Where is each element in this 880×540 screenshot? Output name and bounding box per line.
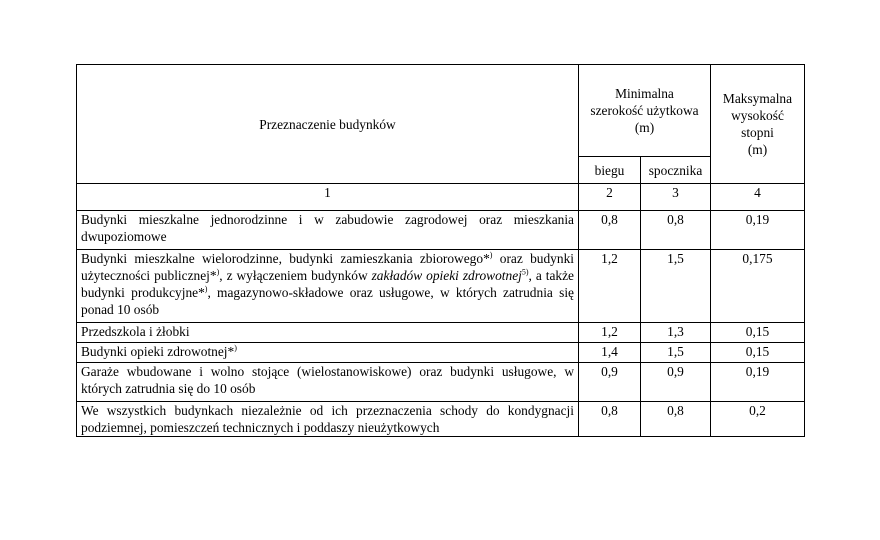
column-number-4: 4	[711, 184, 805, 211]
header-max-line2: wysokość	[731, 108, 784, 123]
row-stopien: 0,15	[711, 323, 805, 343]
stairs-requirements-table	[76, 64, 805, 437]
header-spocznik: spocznika	[641, 157, 711, 184]
header-bieg: biegu	[579, 157, 641, 184]
table-row	[77, 363, 805, 402]
header-max-line4: (m)	[747, 142, 768, 157]
row-stopien: 0,175	[711, 250, 805, 323]
header-min-width-line1: Minimalna	[615, 86, 674, 101]
row-description: Garaże wbudowane i wolno stojące (wielostanowiskowe) oraz budynki usługowe, w których zatrudnia się do 10 osób	[77, 363, 579, 402]
header-max-line3: stopni	[741, 125, 774, 140]
row-bieg: 1,4	[579, 343, 641, 363]
row-description	[77, 250, 579, 323]
row-spocznik: 0,8	[641, 402, 711, 437]
column-number-1: 1	[77, 184, 579, 211]
row-desc-part3: , z wyłączeniem budynków	[219, 268, 372, 283]
header-purpose: Przeznaczenie budynków	[77, 65, 579, 184]
row-bieg: 1,2	[579, 323, 641, 343]
row-description: Budynki mieszkalne jednorodzinne i w zabudowie zagrodowej oraz mieszkania dwupoziomowe	[77, 211, 579, 250]
row-stopien: 0,2	[711, 402, 805, 437]
footnote-mark: 5)	[521, 267, 529, 277]
row-spocznik: 0,9	[641, 363, 711, 402]
row-bieg: 0,8	[579, 402, 641, 437]
row-desc-italic: zakładów opieki zdrowotnej	[371, 268, 522, 283]
row-description: Przedszkola i żłobki	[77, 323, 579, 343]
table-row	[77, 323, 805, 343]
row-desc-part5: , magazynowo-składowe oraz usługowe, w których zatrudnia się ponad 10 osób	[81, 285, 574, 317]
column-number-3: 3	[641, 184, 711, 211]
row-spocznik: 0,8	[641, 211, 711, 250]
footnote-mark: )	[489, 250, 493, 260]
row-stopien: 0,19	[711, 363, 805, 402]
footnote-mark: )	[204, 284, 208, 294]
row-stopien: 0,15	[711, 343, 805, 363]
row-description	[77, 343, 579, 363]
header-min-width-line2: szerokość użytkowa	[590, 103, 699, 118]
row-stopien: 0,19	[711, 211, 805, 250]
row-spocznik: 1,5	[641, 250, 711, 323]
column-number-2: 2	[579, 184, 641, 211]
row-desc-part4: , a także budynki produkcyjne*	[81, 268, 574, 300]
row-desc-part2: oraz budynki użyteczności publicznej*	[81, 251, 574, 283]
table-row	[77, 402, 805, 437]
row-desc-part1: Budynki mieszkalne wielorodzinne, budynki zamieszkania zbiorowego*	[81, 251, 490, 266]
row-spocznik: 1,5	[641, 343, 711, 363]
table-row	[77, 211, 805, 250]
footnote-mark: )	[234, 343, 237, 353]
row-spocznik: 1,3	[641, 323, 711, 343]
row-desc-text: Budynki opieki zdrowotnej*	[81, 344, 235, 359]
table-row	[77, 250, 805, 323]
footnote-mark: )	[216, 267, 220, 277]
header-min-width	[579, 65, 711, 157]
row-bieg: 0,9	[579, 363, 641, 402]
row-bieg: 0,8	[579, 211, 641, 250]
header-max-line1: Maksymalna	[722, 91, 793, 106]
table-row	[77, 343, 805, 363]
header-max-step-height	[711, 65, 805, 184]
row-description: We wszystkich budynkach niezależnie od ich przeznaczenia schody do kondygnacji podziemnej, pomieszczeń technicznych i poddaszy nieużytkowych	[77, 402, 579, 437]
row-bieg: 1,2	[579, 250, 641, 323]
header-min-width-line3: (m)	[634, 120, 655, 135]
